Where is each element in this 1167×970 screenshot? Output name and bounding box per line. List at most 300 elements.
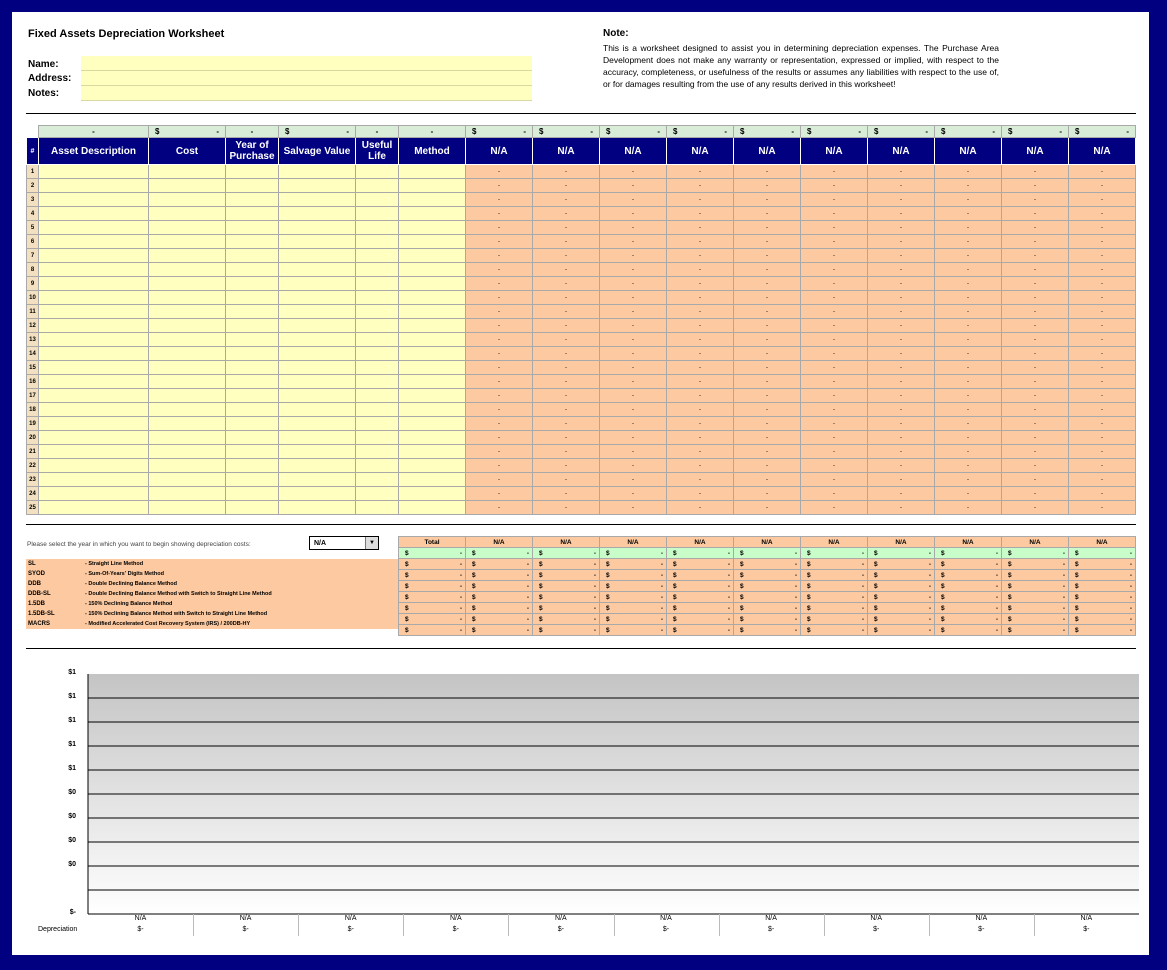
depreciation-cell: - [935, 221, 1002, 235]
column-header: N/A [533, 138, 600, 165]
currency-symbol: $ [606, 626, 610, 634]
summary-header: N/A [600, 537, 667, 548]
input-cell[interactable] [399, 221, 466, 235]
summary-value: - [794, 549, 797, 557]
input-cell[interactable] [399, 487, 466, 501]
chevron-down-icon[interactable]: ▼ [365, 537, 378, 549]
summary-cell [226, 126, 279, 138]
input-cell[interactable] [279, 291, 356, 305]
input-cell[interactable] [149, 277, 226, 291]
depreciation-cell: - [868, 165, 935, 179]
depreciation-cell: - [667, 445, 734, 459]
input-cell[interactable] [39, 277, 149, 291]
input-cell[interactable] [399, 277, 466, 291]
address-input[interactable] [81, 71, 532, 86]
depreciation-cell: - [600, 333, 667, 347]
x-category-label: N/A [975, 915, 988, 922]
input-cell[interactable] [226, 291, 279, 305]
table-row [27, 333, 1136, 347]
input-cell[interactable] [226, 165, 279, 179]
depreciation-cell: - [935, 207, 1002, 221]
input-cell[interactable] [399, 207, 466, 221]
depreciation-cell: - [801, 473, 868, 487]
input-cell[interactable] [226, 305, 279, 319]
summary-cell [600, 570, 667, 581]
input-cell[interactable] [279, 375, 356, 389]
input-cell[interactable] [226, 417, 279, 431]
summary-cell [1002, 603, 1069, 614]
input-cell[interactable] [149, 431, 226, 445]
input-cell[interactable] [399, 165, 466, 179]
input-cell[interactable] [399, 459, 466, 473]
summary-value: - [727, 615, 730, 623]
input-cell[interactable] [149, 403, 226, 417]
input-cell[interactable] [226, 221, 279, 235]
input-cell[interactable] [356, 347, 399, 361]
currency-symbol: $ [807, 626, 811, 634]
input-cell[interactable] [39, 305, 149, 319]
currency-symbol: $ [807, 593, 811, 601]
category-separator [719, 914, 720, 936]
summary-cell [868, 614, 935, 625]
input-cell[interactable] [226, 277, 279, 291]
input-cell[interactable] [226, 249, 279, 263]
input-cell[interactable] [149, 459, 226, 473]
input-cell[interactable] [149, 305, 226, 319]
depreciation-cell: - [868, 305, 935, 319]
input-cell[interactable] [149, 179, 226, 193]
input-cell[interactable] [399, 473, 466, 487]
summary-cell [868, 548, 935, 559]
input-cell[interactable] [399, 235, 466, 249]
input-cell[interactable] [356, 417, 399, 431]
input-cell[interactable] [399, 389, 466, 403]
input-cell[interactable] [226, 459, 279, 473]
input-cell[interactable] [399, 445, 466, 459]
input-cell[interactable] [279, 389, 356, 403]
input-cell[interactable] [399, 501, 466, 515]
legend-row [26, 619, 398, 629]
input-cell[interactable] [39, 179, 149, 193]
input-cell[interactable] [149, 319, 226, 333]
summary-value: - [861, 626, 864, 634]
input-cell[interactable] [356, 501, 399, 515]
input-cell[interactable] [399, 375, 466, 389]
input-cell[interactable] [149, 473, 226, 487]
year-select-dropdown[interactable] [309, 536, 379, 550]
notes-input[interactable] [81, 86, 532, 101]
input-cell[interactable] [39, 235, 149, 249]
input-cell[interactable] [356, 221, 399, 235]
depreciation-cell: - [801, 417, 868, 431]
input-cell[interactable] [356, 249, 399, 263]
summary-cell [533, 548, 600, 559]
input-cell[interactable] [356, 291, 399, 305]
input-cell[interactable] [279, 263, 356, 277]
input-cell[interactable] [356, 235, 399, 249]
table-row [27, 417, 1136, 431]
input-cell[interactable] [356, 389, 399, 403]
input-cell[interactable] [149, 347, 226, 361]
input-cell[interactable] [226, 375, 279, 389]
currency-symbol: $ [807, 615, 811, 623]
depreciation-cell: - [600, 249, 667, 263]
depreciation-cell: - [1002, 319, 1069, 333]
depreciation-cell: - [533, 207, 600, 221]
input-cell[interactable] [356, 375, 399, 389]
address-label: Address: [28, 73, 72, 84]
currency-symbol: $ [740, 560, 744, 568]
input-cell[interactable] [226, 207, 279, 221]
input-cell[interactable] [39, 319, 149, 333]
depreciation-cell: - [600, 221, 667, 235]
currency-symbol: $ [405, 571, 409, 579]
input-cell[interactable] [279, 417, 356, 431]
input-cell[interactable] [279, 193, 356, 207]
method-total-row [399, 559, 1136, 570]
input-cell[interactable] [149, 487, 226, 501]
depreciation-cell: - [1002, 333, 1069, 347]
depreciation-cell: - [466, 207, 533, 221]
input-cell[interactable] [149, 165, 226, 179]
currency-symbol: $ [1008, 127, 1013, 136]
depreciation-cell: - [1069, 375, 1136, 389]
depreciation-cell: - [935, 431, 1002, 445]
input-cell[interactable] [356, 333, 399, 347]
x-category-label: N/A [134, 915, 147, 922]
method-description: - Straight Line Method [83, 559, 398, 569]
summary-cell [734, 625, 801, 636]
input-cell[interactable] [279, 221, 356, 235]
input-cell[interactable] [356, 207, 399, 221]
summary-cell [935, 559, 1002, 570]
input-cell[interactable] [279, 207, 356, 221]
summary-cell [466, 570, 533, 581]
input-cell[interactable] [279, 487, 356, 501]
depreciation-cell: - [533, 361, 600, 375]
depreciation-cell: - [935, 263, 1002, 277]
summary-value: - [1129, 615, 1132, 623]
input-cell[interactable] [226, 263, 279, 277]
input-cell[interactable] [39, 487, 149, 501]
input-cell[interactable] [39, 165, 149, 179]
input-cell[interactable] [39, 333, 149, 347]
depreciation-cell: - [935, 333, 1002, 347]
currency-symbol: $ [1075, 615, 1079, 623]
input-cell[interactable] [149, 235, 226, 249]
depreciation-cell: - [801, 487, 868, 501]
input-cell[interactable] [226, 347, 279, 361]
input-cell[interactable] [279, 165, 356, 179]
input-cell[interactable] [356, 403, 399, 417]
currency-symbol: $ [539, 127, 544, 136]
input-cell[interactable] [149, 263, 226, 277]
input-cell[interactable] [226, 361, 279, 375]
summary-cell [935, 625, 1002, 636]
input-cell[interactable] [39, 221, 149, 235]
depreciation-cell: - [1002, 291, 1069, 305]
input-cell[interactable] [39, 417, 149, 431]
input-cell[interactable] [226, 473, 279, 487]
currency-symbol: $ [285, 127, 290, 136]
input-cell[interactable] [356, 193, 399, 207]
input-cell[interactable] [356, 445, 399, 459]
input-cell[interactable] [149, 333, 226, 347]
input-cell[interactable] [226, 389, 279, 403]
depreciation-cell: - [868, 473, 935, 487]
input-cell[interactable] [279, 473, 356, 487]
summary-value: - [593, 593, 596, 601]
input-cell[interactable] [39, 459, 149, 473]
summary-cell [868, 592, 935, 603]
input-cell[interactable] [39, 291, 149, 305]
input-cell[interactable] [356, 459, 399, 473]
input-cell[interactable] [356, 361, 399, 375]
input-cell[interactable] [226, 487, 279, 501]
summary-cell [600, 126, 667, 138]
column-header: N/A [935, 138, 1002, 165]
input-cell[interactable] [149, 361, 226, 375]
depreciation-cell: - [801, 291, 868, 305]
input-cell[interactable] [279, 235, 356, 249]
input-cell[interactable] [279, 305, 356, 319]
input-cell[interactable] [279, 319, 356, 333]
summary-value: - [590, 127, 593, 136]
input-cell[interactable] [399, 263, 466, 277]
currency-symbol: $ [606, 127, 611, 136]
summary-value: - [861, 593, 864, 601]
summary-value: - [1062, 615, 1065, 623]
input-cell[interactable] [39, 431, 149, 445]
method-code: 1.5DB-SL [26, 609, 83, 619]
depreciation-cell: - [734, 305, 801, 319]
input-cell[interactable] [279, 347, 356, 361]
depreciation-cell: - [734, 319, 801, 333]
input-cell[interactable] [149, 389, 226, 403]
input-cell[interactable] [149, 445, 226, 459]
summary-value: - [657, 127, 660, 136]
input-cell[interactable] [399, 319, 466, 333]
input-cell[interactable] [279, 249, 356, 263]
currency-symbol: $ [740, 593, 744, 601]
depreciation-cell: - [1069, 445, 1136, 459]
depreciation-cell: - [734, 333, 801, 347]
depreciation-cell: - [868, 179, 935, 193]
input-cell[interactable] [356, 431, 399, 445]
summary-value: - [791, 127, 794, 136]
input-cell[interactable] [226, 319, 279, 333]
input-cell[interactable] [399, 333, 466, 347]
name-input[interactable] [81, 56, 532, 71]
input-cell[interactable] [149, 501, 226, 515]
summary-value: - [861, 582, 864, 590]
depreciation-cell: - [600, 179, 667, 193]
data-label: $- [978, 926, 985, 933]
input-cell[interactable] [149, 291, 226, 305]
input-cell[interactable] [226, 235, 279, 249]
depreciation-cell: - [801, 305, 868, 319]
currency-symbol: $ [472, 615, 476, 623]
input-cell[interactable] [39, 263, 149, 277]
depreciation-cell: - [734, 221, 801, 235]
x-category-label: N/A [660, 915, 672, 922]
summary-value: - [526, 615, 529, 623]
legend-row [26, 559, 398, 569]
input-cell[interactable] [226, 333, 279, 347]
table-row [27, 445, 1136, 459]
input-cell[interactable] [399, 179, 466, 193]
depreciation-cell: - [1002, 403, 1069, 417]
depreciation-cell: - [466, 263, 533, 277]
depreciation-cell: - [466, 305, 533, 319]
depreciation-cell: - [1069, 277, 1136, 291]
depreciation-cell: - [667, 305, 734, 319]
input-cell[interactable] [356, 179, 399, 193]
input-cell[interactable] [279, 459, 356, 473]
input-cell[interactable] [39, 193, 149, 207]
depreciation-cell: - [1002, 389, 1069, 403]
y-tick-label: $1 [68, 669, 76, 676]
input-cell[interactable] [399, 361, 466, 375]
input-cell[interactable] [149, 375, 226, 389]
summary-cell [868, 581, 935, 592]
input-cell[interactable] [149, 417, 226, 431]
summary-value: - [1129, 604, 1132, 612]
input-cell[interactable] [226, 179, 279, 193]
year-select-value: N/A [314, 540, 327, 547]
table-row [27, 221, 1136, 235]
summary-row [27, 126, 1136, 138]
input-cell[interactable] [399, 249, 466, 263]
input-cell[interactable] [39, 501, 149, 515]
input-cell[interactable] [39, 361, 149, 375]
input-cell[interactable] [39, 375, 149, 389]
method-code: 1.5DB [26, 599, 83, 609]
data-label: $- [137, 926, 144, 933]
input-cell[interactable] [356, 487, 399, 501]
currency-symbol: $ [539, 615, 543, 623]
input-cell[interactable] [399, 347, 466, 361]
summary-cell [734, 548, 801, 559]
depreciation-cell: - [1002, 361, 1069, 375]
x-category-label: N/A [239, 915, 252, 922]
input-cell[interactable] [226, 501, 279, 515]
input-cell[interactable] [149, 221, 226, 235]
depreciation-cell: - [935, 347, 1002, 361]
summary-cell [1002, 614, 1069, 625]
depreciation-cell: - [600, 277, 667, 291]
data-label: $- [767, 926, 775, 933]
input-cell[interactable] [149, 207, 226, 221]
y-tick-label: $1 [68, 717, 76, 724]
input-cell[interactable] [279, 277, 356, 291]
currency-symbol: $ [606, 549, 610, 557]
summary-value: - [928, 571, 931, 579]
input-cell[interactable] [39, 207, 149, 221]
depreciation-cell: - [466, 361, 533, 375]
input-cell[interactable] [399, 417, 466, 431]
input-cell[interactable] [356, 263, 399, 277]
input-cell[interactable] [279, 403, 356, 417]
input-cell[interactable] [356, 305, 399, 319]
summary-cell [466, 603, 533, 614]
summary-value: - [727, 560, 730, 568]
input-cell[interactable] [39, 249, 149, 263]
input-cell[interactable] [399, 403, 466, 417]
input-cell[interactable] [226, 403, 279, 417]
data-label: $- [557, 926, 564, 933]
input-cell[interactable] [356, 165, 399, 179]
input-cell[interactable] [39, 389, 149, 403]
depreciation-cell: - [1069, 431, 1136, 445]
input-cell[interactable] [39, 473, 149, 487]
input-cell[interactable] [279, 445, 356, 459]
input-cell[interactable] [279, 179, 356, 193]
summary-value: - [1059, 127, 1062, 136]
depreciation-cell: - [667, 459, 734, 473]
input-cell[interactable] [356, 473, 399, 487]
input-cell[interactable] [39, 403, 149, 417]
summary-cell [466, 614, 533, 625]
currency-symbol: $ [874, 604, 878, 612]
method-legend [26, 559, 398, 629]
method-description: - Double Declining Balance Method [83, 579, 398, 589]
input-cell[interactable] [399, 431, 466, 445]
depreciation-cell: - [868, 291, 935, 305]
input-cell[interactable] [399, 193, 466, 207]
depreciation-cell: - [600, 501, 667, 515]
input-cell[interactable] [226, 431, 279, 445]
input-cell[interactable] [149, 249, 226, 263]
currency-symbol: $ [1008, 615, 1012, 623]
input-cell[interactable] [39, 347, 149, 361]
input-cell[interactable] [149, 193, 226, 207]
depreciation-cell: - [1069, 249, 1136, 263]
input-cell[interactable] [399, 305, 466, 319]
depreciation-cell: - [466, 221, 533, 235]
input-cell[interactable] [356, 277, 399, 291]
depreciation-cell: - [801, 165, 868, 179]
row-number: 16 [27, 375, 39, 389]
input-cell[interactable] [279, 501, 356, 515]
column-header: N/A [600, 138, 667, 165]
input-cell[interactable] [356, 319, 399, 333]
note-text: This is a worksheet designed to assist you in determining depreciation expenses. The Purchase Area Development does not make any warranty or representation, expressed or implied, with respect to the accuracy, completeness, or usefulness of the results or assumes any liabilities with respect to the use of, or for damages resulting from the use of any results derived in this worksheet! [603, 43, 999, 89]
input-cell[interactable] [39, 445, 149, 459]
summary-cell [667, 559, 734, 570]
currency-symbol: $ [539, 560, 543, 568]
header-row [27, 138, 1136, 165]
input-cell[interactable] [279, 333, 356, 347]
depreciation-cell: - [1002, 263, 1069, 277]
row-number: 7 [27, 249, 39, 263]
input-cell[interactable] [226, 445, 279, 459]
summary-cell [399, 625, 466, 636]
method-description: - Modified Accelerated Cost Recovery System (IRS) / 200DB-HY [83, 619, 398, 629]
currency-symbol: $ [874, 626, 878, 634]
input-cell[interactable] [226, 193, 279, 207]
input-cell[interactable] [399, 291, 466, 305]
summary-cell [149, 126, 226, 138]
depreciation-cell: - [466, 375, 533, 389]
column-header: Method [399, 138, 466, 165]
depreciation-cell: - [667, 333, 734, 347]
input-cell[interactable] [279, 431, 356, 445]
depreciation-cell: - [600, 459, 667, 473]
input-cell[interactable] [279, 361, 356, 375]
summary-value: - [794, 626, 797, 634]
summary-value: - [1129, 593, 1132, 601]
